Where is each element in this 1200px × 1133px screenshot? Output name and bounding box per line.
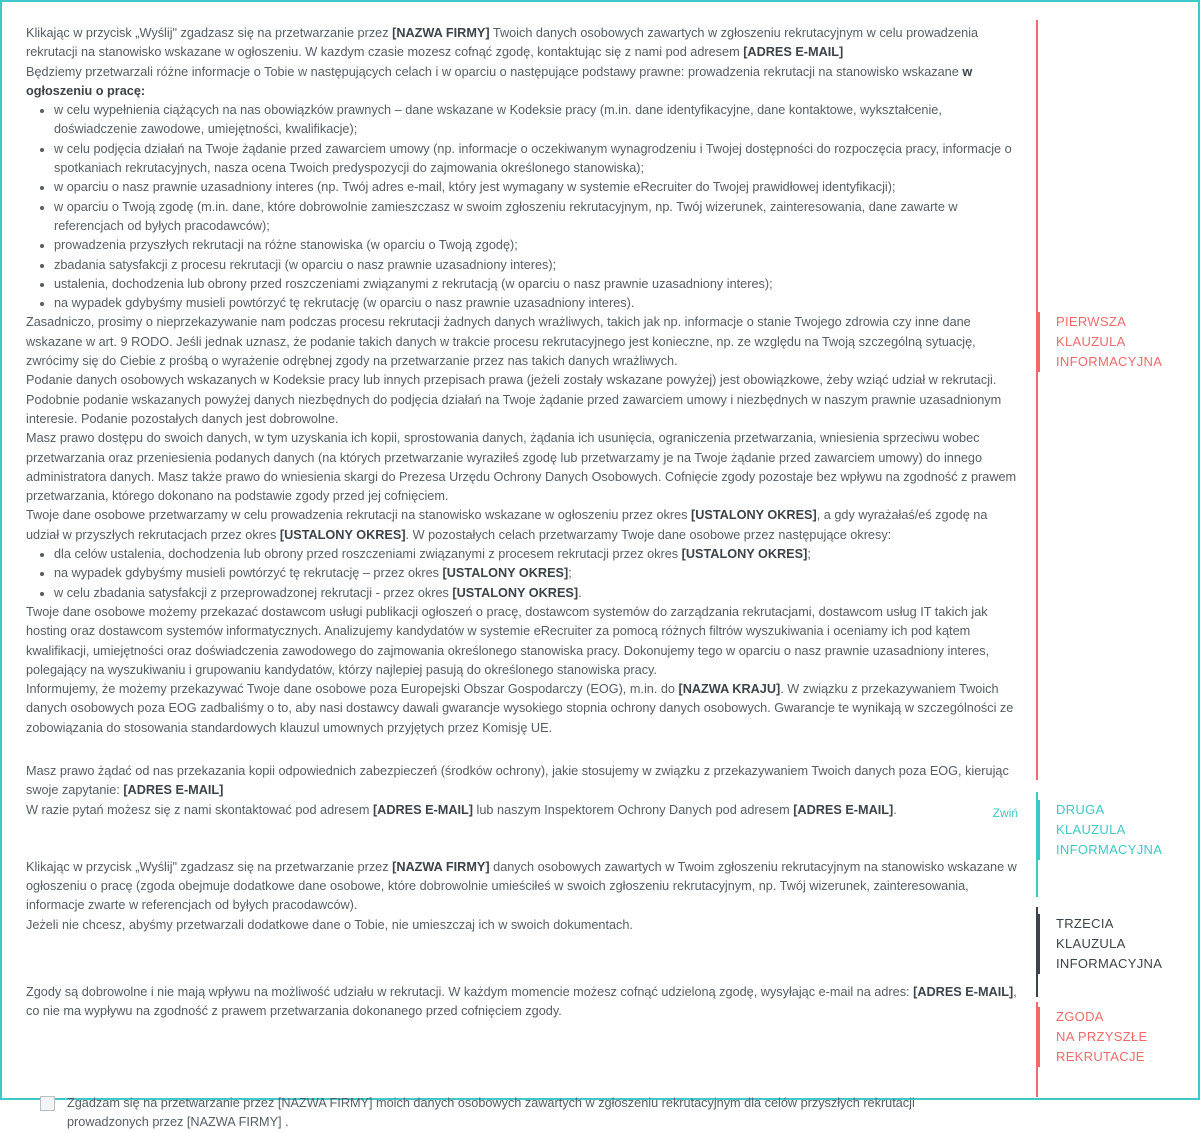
label-third-clause-line2: KLAUZULA [1056, 936, 1126, 952]
clause1-p10-email-2: [ADRES E-MAIL] [793, 802, 894, 817]
future-recruitment-checkbox[interactable] [40, 1096, 55, 1111]
clause3-paragraph-1: Zgody są dobrowolne i nie mają wpływu na możliwość udziału w rekrutacji. W każdym momencie możesz cofnąć udzieloną zgodę, wysyłając e-mail na adres: [ADRES E-MAIL], co nie ma wypływu na zgodność z prawem przetwarzania dokonanego przed cofnięciem zgody. [26, 985, 1017, 1019]
clause-first-information [26, 24, 1024, 820]
label-third-clause [1038, 914, 1198, 974]
collapse-clause-link[interactable]: Zwiń [992, 805, 1018, 820]
list-item: • zbadania satysfakcji z procesu rekrutacji (w oparciu o nasz prawnie uzasadniony interes); [54, 256, 1024, 275]
clause1-period-2: [USTALONY OKRES] [279, 527, 406, 542]
label-future-consent [1038, 1007, 1198, 1067]
clause1-paragraph-4: Podanie danych osobowych wskazanych w Kodeksie pracy lub innych przepisach prawa (jeżeli zostały wskazane powyżej) jest obowiązkowe, żeby wziąć udział w rekrutacji. Podobnie podanie wskazanych powyżej danych niezbędnych do podjęcia działań na Twoje żądanie przed zawarciem umowy i niezbędnych w naszym prawnie uzasadnionym interesie. Podanie pozostałych danych jest dobrowolne. [26, 373, 1002, 426]
list-item: • w celu zbadania satysfakcji z przeprowadzonej rekrutacji - przez okres [USTALONY OKRES]. [54, 584, 1024, 603]
clause1-p1-text-b: Twoich danych osobowych zawartych w zgłoszeniu rekrutacyjnym w celu prowadzenia rekrutacji na stanowisko wskazane w ogłoszeniu. W kazdym czasie mozesz cofnąć zgodę, kontaktując się z nami pod adresem [26, 26, 979, 60]
clause1-p1-company: [NAZWA FIRMY] [392, 26, 490, 40]
label-future-consent-line1: ZGODA [1056, 1009, 1104, 1024]
clause1-paragraph-6: Twoje dane osobowe przetwarzamy w celu prowadzenia rekrutacji na stanowisko wskazane w ogłoszeniu przez okres [USTALONY OKRES], a gdy wyrażałaś/eś zgodę na udział w przyszłych rekrutacjach przez okres [USTALONY OKRES]. W pozostałych celach przetwarzamy Twoje dane osobowe przez następujące okresy: [26, 508, 988, 542]
list-item: • w oparciu o nasz prawnie uzasadniony interes (np. Twój adres e-mail, który jest wymagany w systemie eRecruiter do Twojej prawidłowej identyfikacji); [54, 178, 1024, 197]
label-second-clause-line2: KLAUZULA [1056, 822, 1126, 838]
clause1-purposes-list [26, 101, 1024, 313]
label-first-clause-line1: PIERWSZA [1056, 314, 1127, 329]
clause1-periods-list [26, 545, 1024, 603]
clause-second-information [26, 858, 1024, 935]
label-second-clause-line3: INFORMACYJNA [1056, 842, 1163, 858]
clause1-p2-text-b: w ogłoszeniu o pracę: [26, 64, 973, 98]
list-item: • ustalenia, dochodzenia lub obrony przed roszczeniami związanymi z rekrutacją (w oparciu o nasz prawnie uzasadniony interes); [54, 275, 1024, 294]
list-item: • na wypadek gdybyśmy musieli powtórzyć tę rekrutację (w oparciu o nasz prawnie uzasadniony interes). [54, 294, 1024, 313]
clause1-paragraph-3: Zasadniczo, prosimy o nieprzekazywanie nam podczas procesu rekrutacji żadnych danych wrażliwych, takich jak np. informacje o stanie Twojego zdrowia czy inne dane wskazane w art. 9 RODO. Jeśli jednak uznasz, że podanie takich danych w trakcie procesu rekrutacyjnego jest konieczne, np. ze względu na Twoją szczególną sytuację, zwrócimy się do Ciebie z prośbą o wyrażenie odrębnej zgody na przetwarzanie przez nas takich danych wrażliwych. [26, 315, 976, 369]
list-item: • w celu podjęcia działań na Twoje żądanie przed zawarciem umowy (np. informacje o oczekiwanym wynagrodzeniu i Twojej dostępności do rozpoczęcia pracy, informacje o spotkaniach rekrutacyjnych, nasza ocena Twoich predyspozycji do zajmowania określonego stanowiska); [54, 140, 1024, 179]
clause2-company: [NAZWA FIRMY] [392, 859, 490, 874]
clause1-period-1: [USTALONY OKRES] [691, 508, 817, 523]
future-recruitment-consent-row[interactable] [26, 1094, 1024, 1133]
clause1-paragraph-5: Masz prawo dostępu do swoich danych, w tym uzyskania ich kopii, sprostowania danych, żądania ich usunięcia, ograniczenia przetwarzania, wniesienia sprzeciwu wobec przetwarzania oraz przeniesienia podanych danych (na których przetwarzanie wyraziłeś zgodę lub przetwarzamy je na Twoje żądanie przed zawarciem umowy) do innego administratora danych. Masz także prawo do wniesienia skargi do Prezesa Urzędu Ochrony Danych Osobowych. Cofnięcie zgody pozostaje bez wpływu na zgodność z prawem przetwarzania, którego dokonano na podstawie zgody przed jej cofnięciem. [26, 431, 1017, 504]
list-item: • dla celów ustalenia, dochodzenia lub obrony przed roszczeniami związanymi z procesem rekrutacji przez okres [USTALONY OKRES]; [54, 545, 1024, 564]
clause1-p1-email: [ADRES E-MAIL] [743, 45, 844, 60]
clause1-paragraph-2 [26, 63, 1024, 102]
clause-third-information [26, 983, 1024, 1022]
label-first-clause-line3: INFORMACYJNA [1056, 354, 1163, 370]
label-future-consent-line2: NA PRZYSZŁE [1056, 1029, 1148, 1045]
clause1-paragraph-10: W razie pytań możesz się z nami skontaktować pod adresem [ADRES E-MAIL] lub naszym Inspektorem Ochrony Danych pod adresem [ADRES E-MAIL]. [26, 802, 897, 817]
label-second-clause [1038, 800, 1198, 860]
future-recruitment-consent-label: Zgadzam się na przetwarzanie przez [NAZWA FIRMY] moich danych osobowych zawartych w zgłoszeniu rekrutacyjnym dla celów przyszłych rekrutacji prowadzonych przez [NAZWA FIRMY] . [67, 1095, 915, 1130]
label-future-consent-line3: REKRUTACJE [1056, 1049, 1145, 1065]
list-item: • w oparciu o Twoją zgodę (m.in. dane, które dobrowolnie zamieszczasz w swoim zgłoszeniu rekrutacyjnym, np. Twój wizerunek, zainteresowania, dane zawarte w referencjach od byłych pracodawców); [54, 198, 1024, 237]
clauses-content [2, 2, 1042, 1130]
label-third-clause-line1: TRZECIA [1056, 916, 1114, 931]
label-third-clause-line3: INFORMACYJNA [1056, 956, 1163, 972]
clause1-paragraph-8: Informujemy, że możemy przekazywać Twoje dane osobowe poza Europejski Obszar Gospodarczy (EOG), m.in. do [NAZWA KRAJU]. W związku z przekazywaniem Twoich danych osobowych poza EOG zadbaliśmy o to, aby nasi dostawcy dawali gwarancje wysokiego stopnia ochrony danych osobowych. Gwarancje te wynikają w szczególności ze zobowiązania do stosowania standardowych klauzul umownych przyjętych przez Komisję UE. [26, 682, 1014, 735]
list-item: • w celu wypełnienia ciążących na nas obowiązków prawnych – dane wskazane w Kodeksie pracy (m.in. dane identyfikacyjne, dane kontaktowe, wykształcenie, doświadczenie zawodowe, umiejętności, kwalifikacje); [54, 101, 1024, 140]
clause1-p10-email-1: [ADRES E-MAIL] [372, 802, 474, 817]
clause1-paragraph-9: Masz prawo żądać od nas przekazania kopii odpowiednich zabezpieczeń (środków ochrony), jakie stosujemy w związku z przekazywaniem Twoich danych poza EOG, kierując swoje zapytanie: [ADRES E-MAIL] [26, 763, 1009, 798]
clause1-p1-text-a: Klikając w przycisk „Wyślij" zgadzasz się na przetwarzanie przez [26, 26, 393, 40]
label-first-clause-line2: KLAUZULA [1056, 334, 1126, 350]
clause1-paragraph-1 [26, 24, 1024, 63]
clause1-country: [NAZWA KRAJU] [678, 682, 781, 697]
clause2-paragraph-2: Jeżeli nie chcesz, abyśmy przetwarzali dodatkowe dane o Tobie, nie umieszczaj ich w swoich dokumentach. [26, 917, 633, 932]
clause2-paragraph-1: Klikając w przycisk „Wyślij" zgadzasz się na przetwarzanie przez [NAZWA FIRMY] danych osobowych zawartych w Twoim zgłoszeniu rekrutacyjnym na stanowisko wskazane w ogłoszeniu o pracę (zgoda obejmuje dodatkowe dane osobowe, które dobrowolnie umieściłeś w swoich zgłoszeniu rekrutacyjnym, np. Twój wizerunek, zainteresowania, informacje zwarte w referencjach od byłych pracodawców). [26, 859, 1017, 913]
list-item: • na wypadek gdybyśmy musieli powtórzyć tę rekrutację – przez okres [USTALONY OKRES]; [54, 564, 1024, 583]
clause1-p9-email: [ADRES E-MAIL] [123, 783, 224, 798]
clause1-paragraph-7: Twoje dane osobowe możemy przekazać dostawcom usługi publikacji ogłoszeń o pracę, dostawcom systemów do zarządzania rekrutacjami, dostawcom usług IT takich jak hosting oraz dostawcom systemów informatycznych. Analizujemy kandydatów w systemie eRecruiter za pomocą różnych filtrów wyszukiwania i oceniamy ich pod kątem kwalifikacji, umiejętności oraz doświadczenia zawodowego do zajmowania określonego stanowiska pracy. Dokonujemy tego w oparciu o nasz prawnie uzasadniony interes, polegający na wyszukiwaniu i grupowaniu kandydatów, którzy najlepiej pasują do określonego stanowiska pracy. [26, 604, 990, 677]
label-second-clause-line1: DRUGA [1056, 802, 1105, 817]
list-item: • prowadzenia przyszłych rekrutacji na różne stanowiska (w oparciu o Twoją zgodę); [54, 236, 1024, 255]
clause3-email: [ADRES E-MAIL] [913, 985, 1014, 1000]
clause-labels-column [1038, 2, 1198, 1098]
clause1-p2-text-a: Będziemy przetwarzali różne informacje o Tobie w następujących celach i w oparciu o następujące podstawy prawne: prowadzenia rekrutacji na stanowisko wskazane [26, 64, 963, 79]
label-first-clause [1038, 312, 1198, 372]
